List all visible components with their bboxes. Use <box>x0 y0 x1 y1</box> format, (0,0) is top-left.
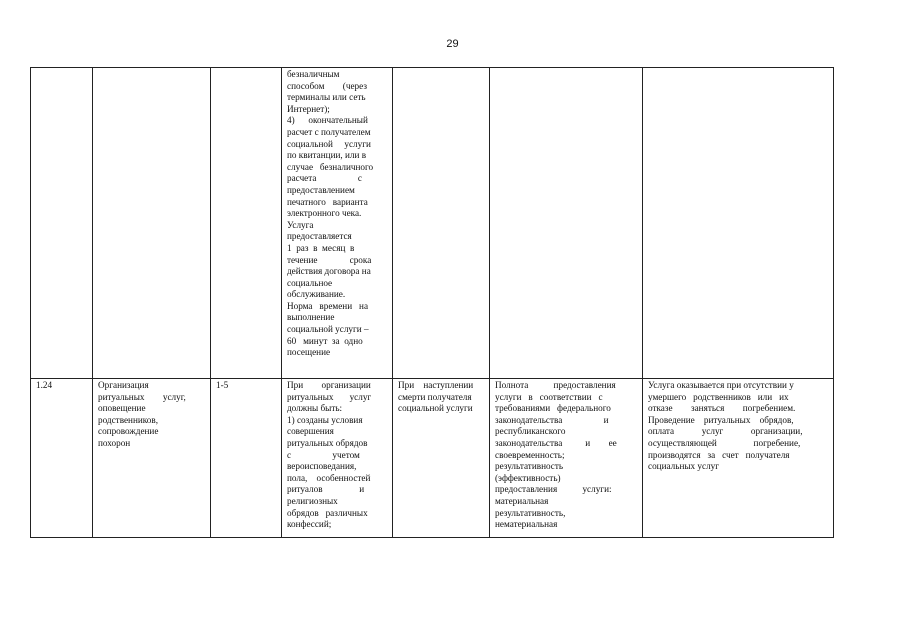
service-when-text <box>398 380 484 415</box>
text-line: вероисповедания, <box>287 461 357 472</box>
cell-range-empty <box>211 68 282 379</box>
text-line: пола, особенностей <box>287 472 371 483</box>
text-line: родственников, <box>98 414 159 425</box>
text-line: действия договора на <box>287 266 371 277</box>
cell-conditions-continued <box>282 68 393 379</box>
text-line: социальной услуги <box>287 138 371 149</box>
text-line: совершения <box>287 426 334 437</box>
text-line: результативность <box>495 461 564 472</box>
text-line: по квитанции, или в <box>287 150 367 161</box>
text-line: осуществляющей погребение, <box>648 437 801 448</box>
cell-num-empty <box>31 68 93 379</box>
text-line: ритуальных услуг <box>287 391 372 402</box>
cell-name-empty <box>93 68 211 379</box>
text-line: сопровождение <box>98 426 159 437</box>
text-line: нематериальная <box>495 519 558 530</box>
text-line: конфессий; <box>287 519 332 530</box>
text-line: электронного чека. <box>287 208 362 219</box>
text-line: похорон <box>98 437 131 448</box>
conditions-continued-text <box>287 69 387 359</box>
text-line: (эффективность) <box>495 472 561 483</box>
text-line: социальной услуги – <box>287 324 369 335</box>
text-line: социальной услуги <box>398 403 473 414</box>
text-line: При организации <box>287 380 371 390</box>
cell-notes-empty <box>643 68 834 379</box>
service-name-text <box>98 380 205 450</box>
text-line: Полнота предоставления <box>495 380 616 390</box>
cell-service-number: 1.24 <box>31 379 93 538</box>
text-line: законодательства и <box>495 414 609 425</box>
text-line: ритуалов и <box>287 484 365 495</box>
text-line: 1) созданы условия <box>287 414 363 425</box>
text-line: 60 минут за одно <box>287 335 363 346</box>
text-line: смерти получателя <box>398 391 472 402</box>
cell-when-empty <box>393 68 490 379</box>
text-line: безналичным <box>287 69 340 79</box>
cell-service-when <box>393 379 490 538</box>
text-line: Услуга оказывается при отсутствии у <box>648 380 794 390</box>
text-line: течение срока <box>287 254 372 265</box>
text-line: Услуга <box>287 219 314 230</box>
text-line: Интернет); <box>287 103 330 114</box>
text-line: отказе заняться погребением. <box>648 403 796 414</box>
cell-service-quality <box>490 379 643 538</box>
text-line: социальное <box>287 277 333 288</box>
text-line: законодательства и ее <box>495 437 617 448</box>
text-line: предоставляется <box>287 231 352 242</box>
cell-quality-empty <box>490 68 643 379</box>
table-row-1-24 <box>31 379 834 538</box>
text-line: с учетом <box>287 449 360 460</box>
text-line: оповещение <box>98 403 146 414</box>
service-quality-text <box>495 380 637 531</box>
text-line: посещение <box>287 347 331 358</box>
text-line: материальная <box>495 495 549 506</box>
text-line: Организация <box>98 380 149 390</box>
service-notes-text <box>648 380 828 473</box>
text-line: печатного варианта <box>287 196 368 207</box>
text-line: Норма времени на <box>287 300 369 311</box>
text-line: Проведение ритуальных обрядов, <box>648 414 794 425</box>
cell-service-name <box>93 379 211 538</box>
text-line: ритуальных обрядов <box>287 437 368 448</box>
text-line: требованиями федерального <box>495 403 611 414</box>
text-line: должны быть: <box>287 403 343 414</box>
text-line: умершего родственников или их <box>648 391 789 402</box>
cell-service-notes <box>643 379 834 538</box>
services-table <box>30 67 834 538</box>
text-line: терминалы или сеть <box>287 92 366 103</box>
text-line: результативность, <box>495 507 566 518</box>
text-line: предоставления услуги: <box>495 484 612 495</box>
text-line: религиозных <box>287 495 338 506</box>
text-line: 1 раз в месяц в <box>287 242 355 253</box>
text-line: расчет с получателем <box>287 126 371 137</box>
text-line: При наступлении <box>398 380 474 390</box>
cell-service-conditions <box>282 379 393 538</box>
text-line: оплата услуг организации, <box>648 426 803 437</box>
text-line: производятся за счет получателя <box>648 449 790 460</box>
page-number: 29 <box>446 38 459 50</box>
text-line: ритуальных услуг, <box>98 391 186 402</box>
text-line: своевременность; <box>495 449 565 460</box>
text-line: обрядов различных <box>287 507 368 518</box>
text-line: обслуживание. <box>287 289 346 300</box>
text-line: случае безналичного <box>287 161 374 172</box>
service-conditions-text <box>287 380 387 531</box>
text-line: предоставлением <box>287 184 355 195</box>
text-line: республиканского <box>495 426 566 437</box>
text-line: расчета с <box>287 173 362 184</box>
text-line: способом (через <box>287 80 367 91</box>
cell-service-range: 1-5 <box>211 379 282 538</box>
table-row-continued <box>31 68 834 379</box>
text-line: выполнение <box>287 312 335 323</box>
text-line: 4) окончательный <box>287 115 368 126</box>
text-line: социальных услуг <box>648 461 720 472</box>
text-line: услуги в соответствии с <box>495 391 603 402</box>
